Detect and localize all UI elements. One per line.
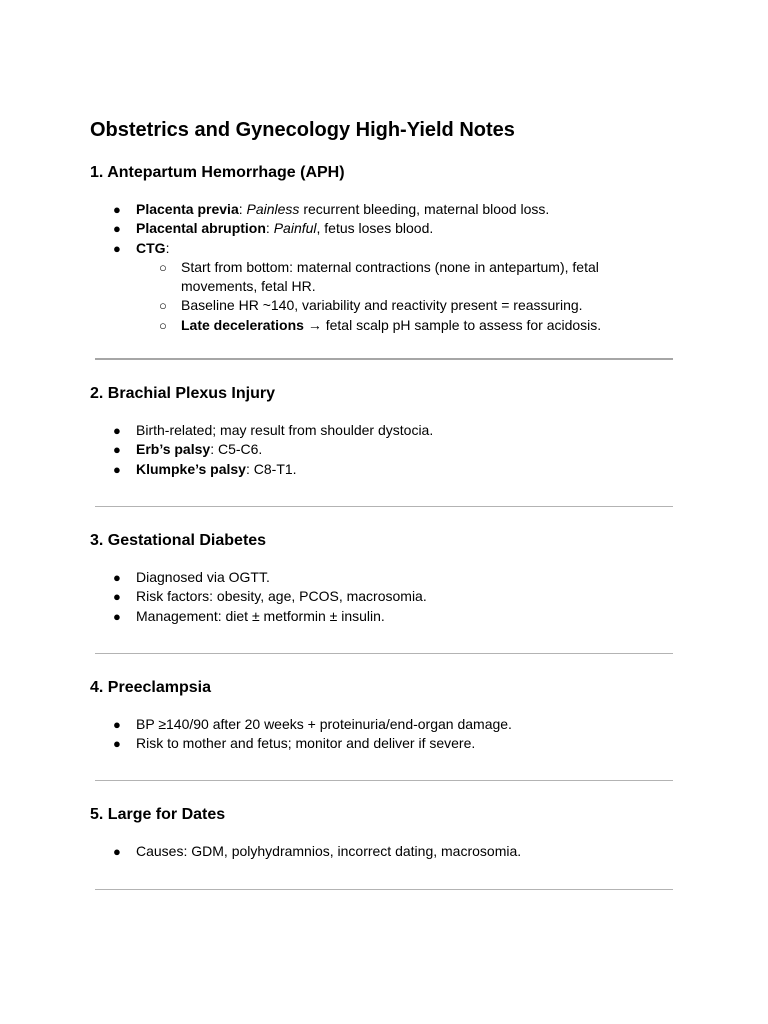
item-text: , fetus loses blood.	[316, 220, 434, 237]
list-item	[0, 219, 768, 238]
aph-list	[0, 200, 768, 335]
section-divider	[95, 780, 673, 781]
list-item	[0, 460, 768, 479]
item-text: : C8-T1.	[245, 460, 297, 477]
sub-bullet-icon: ○	[159, 317, 167, 333]
large-for-dates-list	[0, 842, 768, 861]
sub-item-text: Baseline HR ~140, variability and reactivity present = reassuring.	[181, 297, 583, 314]
bullet-icon: ●	[113, 589, 121, 605]
section-heading-preeclampsia: 4. Preeclampsia	[90, 679, 211, 696]
item-text: Risk to mother and fetus; monitor and deliver if severe.	[136, 735, 476, 752]
bullet-icon: ●	[113, 442, 121, 458]
emphasis: Painful	[273, 220, 317, 237]
bullet-icon: ●	[113, 844, 121, 859]
section-divider	[95, 506, 673, 507]
item-text: Diagnosed via OGTT.	[136, 569, 270, 585]
list-item	[0, 587, 768, 606]
sub-item-text: → fetal scalp pH sample to assess for acidosis.	[303, 316, 602, 333]
sub-item-text: Start from bottom: maternal contractions (none in antepartum), fetal movements, fetal HR.	[181, 258, 599, 295]
term: Late decelerations	[181, 316, 304, 333]
list-item	[0, 440, 768, 459]
sub-list-item	[159, 258, 675, 297]
ctg-sublist	[136, 258, 768, 335]
separator: :	[265, 220, 274, 237]
emphasis: Painless	[246, 201, 300, 217]
list-item	[0, 734, 768, 753]
bullet-icon: ●	[113, 423, 121, 438]
bullet-icon: ●	[113, 221, 121, 237]
term: CTG	[136, 239, 166, 256]
bullet-icon: ●	[113, 240, 121, 256]
term: Placenta previa	[136, 201, 239, 217]
term: Erb’s palsy	[136, 441, 211, 458]
document-title: Obstetrics and Gynecology High-Yield Notes	[90, 119, 515, 141]
sub-list-item	[159, 296, 675, 315]
item-text: Management: diet ± metformin ± insulin.	[136, 607, 385, 624]
item-text: BP ≥140/90 after 20 weeks + proteinuria/end-organ damage.	[136, 716, 512, 732]
sub-bullet-icon: ○	[159, 259, 167, 275]
term: Placental abruption	[136, 220, 266, 237]
section-heading-brachial-plexus: 2. Brachial Plexus Injury	[90, 385, 275, 402]
bullet-icon: ●	[113, 461, 121, 477]
item-text: Causes: GDM, polyhydramnios, incorrect dating, macrosomia.	[136, 843, 522, 859]
section-heading-large-for-dates: 5. Large for Dates	[90, 806, 226, 823]
gestational-diabetes-list	[0, 568, 768, 626]
item-text: Risk factors: obesity, age, PCOS, macrosomia.	[136, 588, 427, 605]
sub-list-item	[159, 316, 675, 335]
separator: :	[238, 201, 247, 217]
section-divider	[95, 889, 673, 890]
section-heading-gestational-diabetes: 3. Gestational Diabetes	[90, 532, 267, 549]
sub-bullet-icon: ○	[159, 298, 167, 314]
list-item	[0, 568, 768, 587]
item-text: Birth-related; may result from shoulder dystocia.	[136, 422, 434, 438]
list-item	[0, 239, 768, 335]
item-text: recurrent bleeding, maternal blood loss.	[299, 201, 550, 217]
bullet-icon: ●	[113, 717, 121, 732]
separator: :	[165, 239, 170, 256]
list-item	[0, 715, 768, 734]
list-item	[0, 607, 768, 626]
list-item	[0, 200, 768, 219]
bullet-icon: ●	[113, 736, 121, 752]
section-divider	[95, 358, 673, 360]
item-text: : C5-C6.	[210, 441, 263, 458]
brachial-plexus-list	[0, 421, 768, 479]
section-heading-aph: 1. Antepartum Hemorrhage (APH)	[90, 164, 345, 181]
list-item	[0, 842, 768, 861]
bullet-icon: ●	[113, 608, 121, 624]
bullet-icon: ●	[113, 202, 121, 217]
bullet-icon: ●	[113, 570, 121, 585]
preeclampsia-list	[0, 715, 768, 754]
list-item	[0, 421, 768, 440]
section-divider	[95, 653, 673, 654]
term: Klumpke’s palsy	[136, 460, 246, 477]
